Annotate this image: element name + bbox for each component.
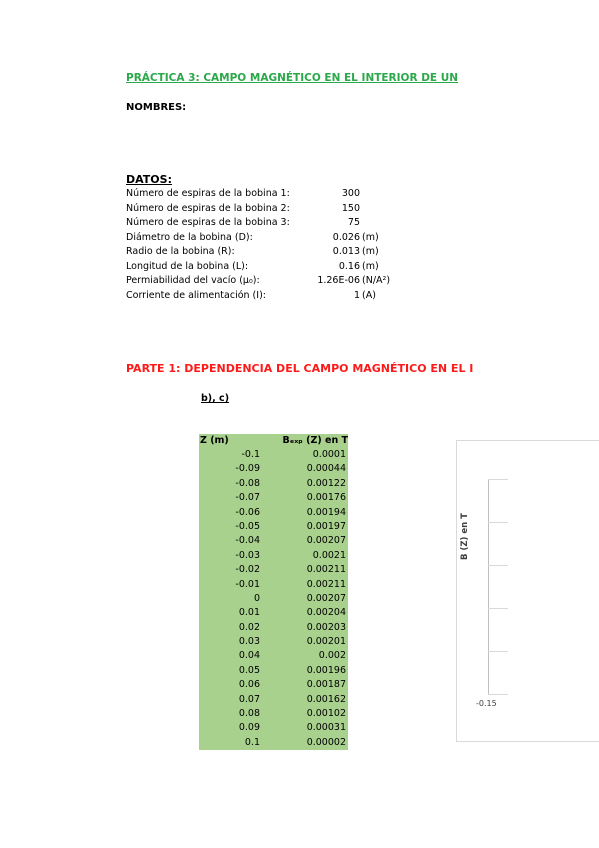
datos-value: 0.013 xyxy=(332,246,360,257)
cell-z: -0.09 xyxy=(235,463,260,475)
cell-b: 0.00211 xyxy=(306,564,346,576)
cell-z: 0 xyxy=(253,592,260,604)
table-row xyxy=(199,448,348,462)
cell-b: 0.00194 xyxy=(306,506,346,518)
datos-row xyxy=(126,188,486,202)
datos-value: 1.26E-06 xyxy=(317,275,360,286)
cell-z: 0.01 xyxy=(238,607,260,619)
cell-b: 0.0021 xyxy=(312,549,346,561)
cell-b: 0.002 xyxy=(318,650,346,662)
data-table xyxy=(199,434,348,750)
cell-b: 0.00203 xyxy=(306,621,346,633)
table-row xyxy=(199,693,348,707)
table-header xyxy=(199,434,348,448)
cell-b: 0.00044 xyxy=(306,463,346,475)
nombres-label: NOMBRES: xyxy=(126,102,187,113)
cell-b: 0.00187 xyxy=(306,679,346,691)
cell-b: 0.0001 xyxy=(312,449,346,460)
datos-label: Número de espiras de la bobina 2: xyxy=(126,202,290,214)
datos-label: Número de espiras de la bobina 3: xyxy=(126,217,290,228)
datos-label: Corriente de alimentación (I): xyxy=(126,289,266,301)
table-row xyxy=(199,549,348,563)
cell-z: -0.1 xyxy=(241,449,260,460)
table-row xyxy=(199,534,348,548)
cell-z: -0.07 xyxy=(235,492,260,504)
datos-unit: (m) xyxy=(362,246,379,257)
cell-b: 0.00102 xyxy=(306,708,346,720)
cell-z: -0.08 xyxy=(235,477,260,489)
datos-unit: (m) xyxy=(362,260,379,272)
datos-row xyxy=(126,275,486,289)
cell-b: 0.00207 xyxy=(306,592,346,604)
table-row xyxy=(199,678,348,692)
cell-b: 0.00201 xyxy=(306,636,346,648)
column-header-b: Bₑₓₚ (Z) en T xyxy=(282,435,348,446)
table-row xyxy=(199,578,348,592)
chart-y-axis-label: B (Z) en T xyxy=(460,513,470,560)
datos-unit: (A) xyxy=(362,289,376,301)
table-row xyxy=(199,736,348,750)
table-row xyxy=(199,707,348,721)
datos-value: 0.16 xyxy=(338,260,360,272)
datos-value: 150 xyxy=(341,202,360,214)
parte1-heading: PARTE 1: DEPENDENCIA DEL CAMPO MAGNÉTICO EN EL I xyxy=(126,362,474,375)
table-row xyxy=(199,592,348,606)
cell-z: 0.03 xyxy=(238,636,260,648)
column-header-z: Z (m) xyxy=(200,435,229,446)
cell-z: 0.06 xyxy=(238,679,260,691)
chart-y-axis xyxy=(488,479,489,694)
cell-z: -0.01 xyxy=(235,578,260,590)
datos-heading: DATOS: xyxy=(126,173,172,186)
table-row xyxy=(199,721,348,735)
cell-b: 0.00031 xyxy=(306,722,346,734)
table-row xyxy=(199,606,348,620)
cell-z: 0.07 xyxy=(238,693,260,705)
datos-label: Radio de la bobina (R): xyxy=(126,246,235,257)
table-row xyxy=(199,506,348,520)
datos-value: 75 xyxy=(347,217,360,228)
cell-b: 0.00196 xyxy=(306,664,346,676)
cell-b: 0.00207 xyxy=(306,535,346,547)
cell-b: 0.00211 xyxy=(306,578,346,590)
cell-b: 0.00197 xyxy=(306,520,346,532)
table-row xyxy=(199,664,348,678)
chart-x-tick-label: -0.15 xyxy=(476,699,497,708)
cell-z: 0.1 xyxy=(244,736,260,748)
datos-unit: (m) xyxy=(362,231,379,243)
datos-value: 300 xyxy=(341,188,360,199)
cell-b: 0.00176 xyxy=(306,492,346,504)
chart-gridline xyxy=(488,565,508,566)
table-row xyxy=(199,635,348,649)
cell-z: 0.05 xyxy=(238,664,260,676)
table-row xyxy=(199,491,348,505)
datos-unit: (N/A²) xyxy=(362,275,391,286)
cell-b: 0.00122 xyxy=(306,477,346,489)
table-body xyxy=(199,448,348,750)
datos-label: Diámetro de la bobina (D): xyxy=(126,231,253,243)
chart-gridline xyxy=(488,651,508,652)
cell-z: -0.03 xyxy=(235,549,260,561)
datos-row xyxy=(126,246,486,260)
chart-gridline xyxy=(488,608,508,609)
datos-label: Número de espiras de la bobina 1: xyxy=(126,188,290,199)
table-row xyxy=(199,621,348,635)
cell-z: 0.09 xyxy=(238,722,260,734)
chart-gridline xyxy=(488,522,508,523)
table-row xyxy=(199,649,348,663)
datos-row xyxy=(126,261,486,275)
datos-row xyxy=(126,203,486,217)
chart-gridline xyxy=(488,479,508,480)
cell-z: 0.08 xyxy=(238,708,260,720)
chart-gridline xyxy=(488,694,508,695)
datos-value: 0.026 xyxy=(332,231,360,243)
datos-value: 1 xyxy=(353,289,360,301)
cell-z: -0.05 xyxy=(235,520,260,532)
table-row xyxy=(199,477,348,491)
datos-label: Permiabilidad del vacío (μ₀): xyxy=(126,275,260,286)
table-row xyxy=(199,462,348,476)
datos-row xyxy=(126,217,486,231)
datos-row xyxy=(126,290,486,304)
document-title: PRÁCTICA 3: CAMPO MAGNÉTICO EN EL INTERIOR DE UN xyxy=(126,72,459,84)
cell-b: 0.00162 xyxy=(306,693,346,705)
datos-label: Longitud de la bobina (L): xyxy=(126,260,249,272)
cell-z: 0.04 xyxy=(238,650,260,662)
chart-area[interactable] xyxy=(456,440,599,742)
cell-b: 0.00002 xyxy=(306,736,346,748)
cell-z: 0.02 xyxy=(238,621,260,633)
cell-z: -0.06 xyxy=(235,506,260,518)
datos-row xyxy=(126,232,486,246)
parte1-subheading: b), c) xyxy=(201,393,230,404)
cell-z: -0.02 xyxy=(235,564,260,576)
cell-b: 0.00204 xyxy=(306,607,346,619)
table-row xyxy=(199,563,348,577)
cell-z: -0.04 xyxy=(235,535,260,547)
table-row xyxy=(199,520,348,534)
